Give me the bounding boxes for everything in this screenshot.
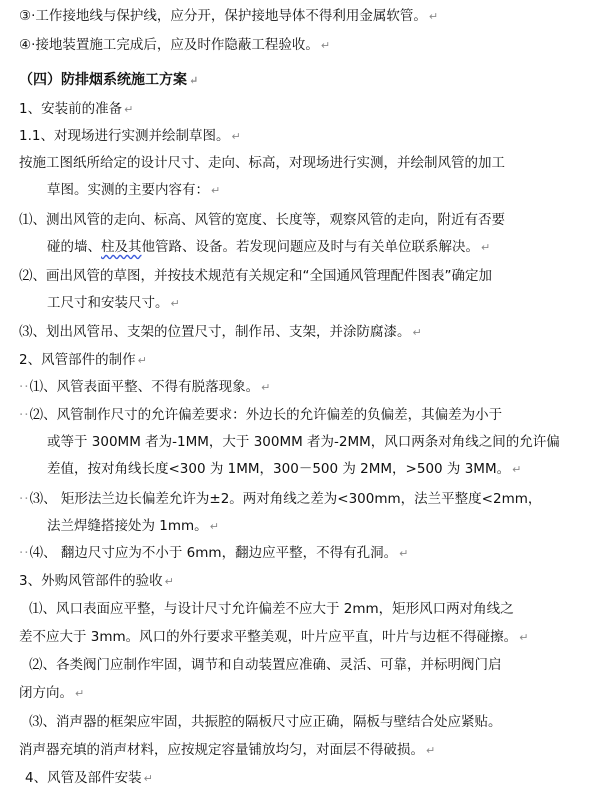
- spell-check-underline: 柱及其: [101, 239, 142, 255]
- subheading: 4、风管及部件安装 ↵: [25, 770, 153, 786]
- text-line: ④·接地装置施工完成后，应及时作隐蔽工程验收。 ↵: [19, 37, 331, 53]
- text-line: ③·工作接地线与保护线，应分开，保护接地导体不得利用金属软管。 ↵: [19, 8, 439, 24]
- list-item-cont: 或等于 300MM 者为-1MM，大于 300MM 者为-2MM，风口两条对角线之间的允许偏: [47, 434, 560, 450]
- section-heading: （四）防排烟系统施工方案 ↵: [19, 72, 199, 88]
- list-item: ⑵、各类阀门应制作牢固，调节和自动装置应准确、灵活、可靠，并标明阀门启: [29, 657, 502, 673]
- list-item-cont: 消声器充填的消声材料，应按规定容量铺放均匀，对面层不得破损。 ↵: [19, 742, 436, 758]
- list-item-cont: 碰的墙、柱及其他管路、设备。若发现问题应及时与有关单位联系解决。 ↵: [47, 239, 491, 255]
- list-item: ⑶、消声器的框架应牢固，共振腔的隔板尺寸应正确，隔板与壁结合处应紧贴。: [29, 714, 502, 730]
- list-item-cont: 法兰焊缝搭接处为 1mm。 ↵: [47, 518, 219, 534]
- list-item-cont: 差不应大于 3mm。风口的外行要求平整美观，叶片应平直，叶片与边框不得碰擦。 ↵: [19, 629, 529, 645]
- list-item: ··⑵、风管制作尺寸的允许偏差要求：外边长的允许偏差的负偏差，其偏差为小于: [19, 407, 503, 423]
- list-item-cont: 闭方向。 ↵: [19, 685, 85, 701]
- subheading: 2、风管部件的制作 ↵: [19, 352, 147, 368]
- list-item: ··⑶、 矩形法兰边长偏差允许为±2。两对角线之差为<300mm，法兰平整度<2mm，: [19, 491, 542, 507]
- list-item-cont: 工尺寸和安装尺寸。 ↵: [47, 295, 180, 311]
- list-item: ⑶、划出风管吊、支架的位置尺寸，制作吊、支架，并涂防腐漆。 ↵: [19, 324, 422, 340]
- list-item-cont: 差值，按对角线长度<300 为 1MM，300－500 为 2MM，>500 为 3MM。 ↵: [47, 461, 522, 477]
- paragraph-line: 草图。实测的主要内容有： ↵: [47, 182, 221, 198]
- subheading: 1.1、对现场进行实测并绘制草图。 ↵: [19, 128, 241, 144]
- list-item: ··⑴、风管表面平整、不得有脱落现象。 ↵: [19, 379, 271, 395]
- list-item: ··⑷、 翻边尺寸应为不小于 6mm，翻边应平整，不得有孔洞。 ↵: [19, 545, 409, 561]
- list-item: ⑴、测出风管的走向、标高、风管的宽度、长度等，观察风管的走向，附近有否要: [19, 212, 505, 228]
- paragraph-line: 按施工图纸所给定的设计尺寸、走向、标高，对现场进行实测，并绘制风管的加工: [19, 155, 505, 171]
- subheading: 3、外购风管部件的验收 ↵: [19, 573, 174, 589]
- list-item: ⑵、画出风管的草图，并按技术规范有关规定和“全国通风管理配件图表”确定加: [19, 268, 492, 284]
- list-item: ⑴、风口表面应平整，与设计尺寸允许偏差不应大于 2mm，矩形风口两对角线之: [29, 601, 514, 617]
- subheading: 1、安装前的准备 ↵: [19, 101, 134, 117]
